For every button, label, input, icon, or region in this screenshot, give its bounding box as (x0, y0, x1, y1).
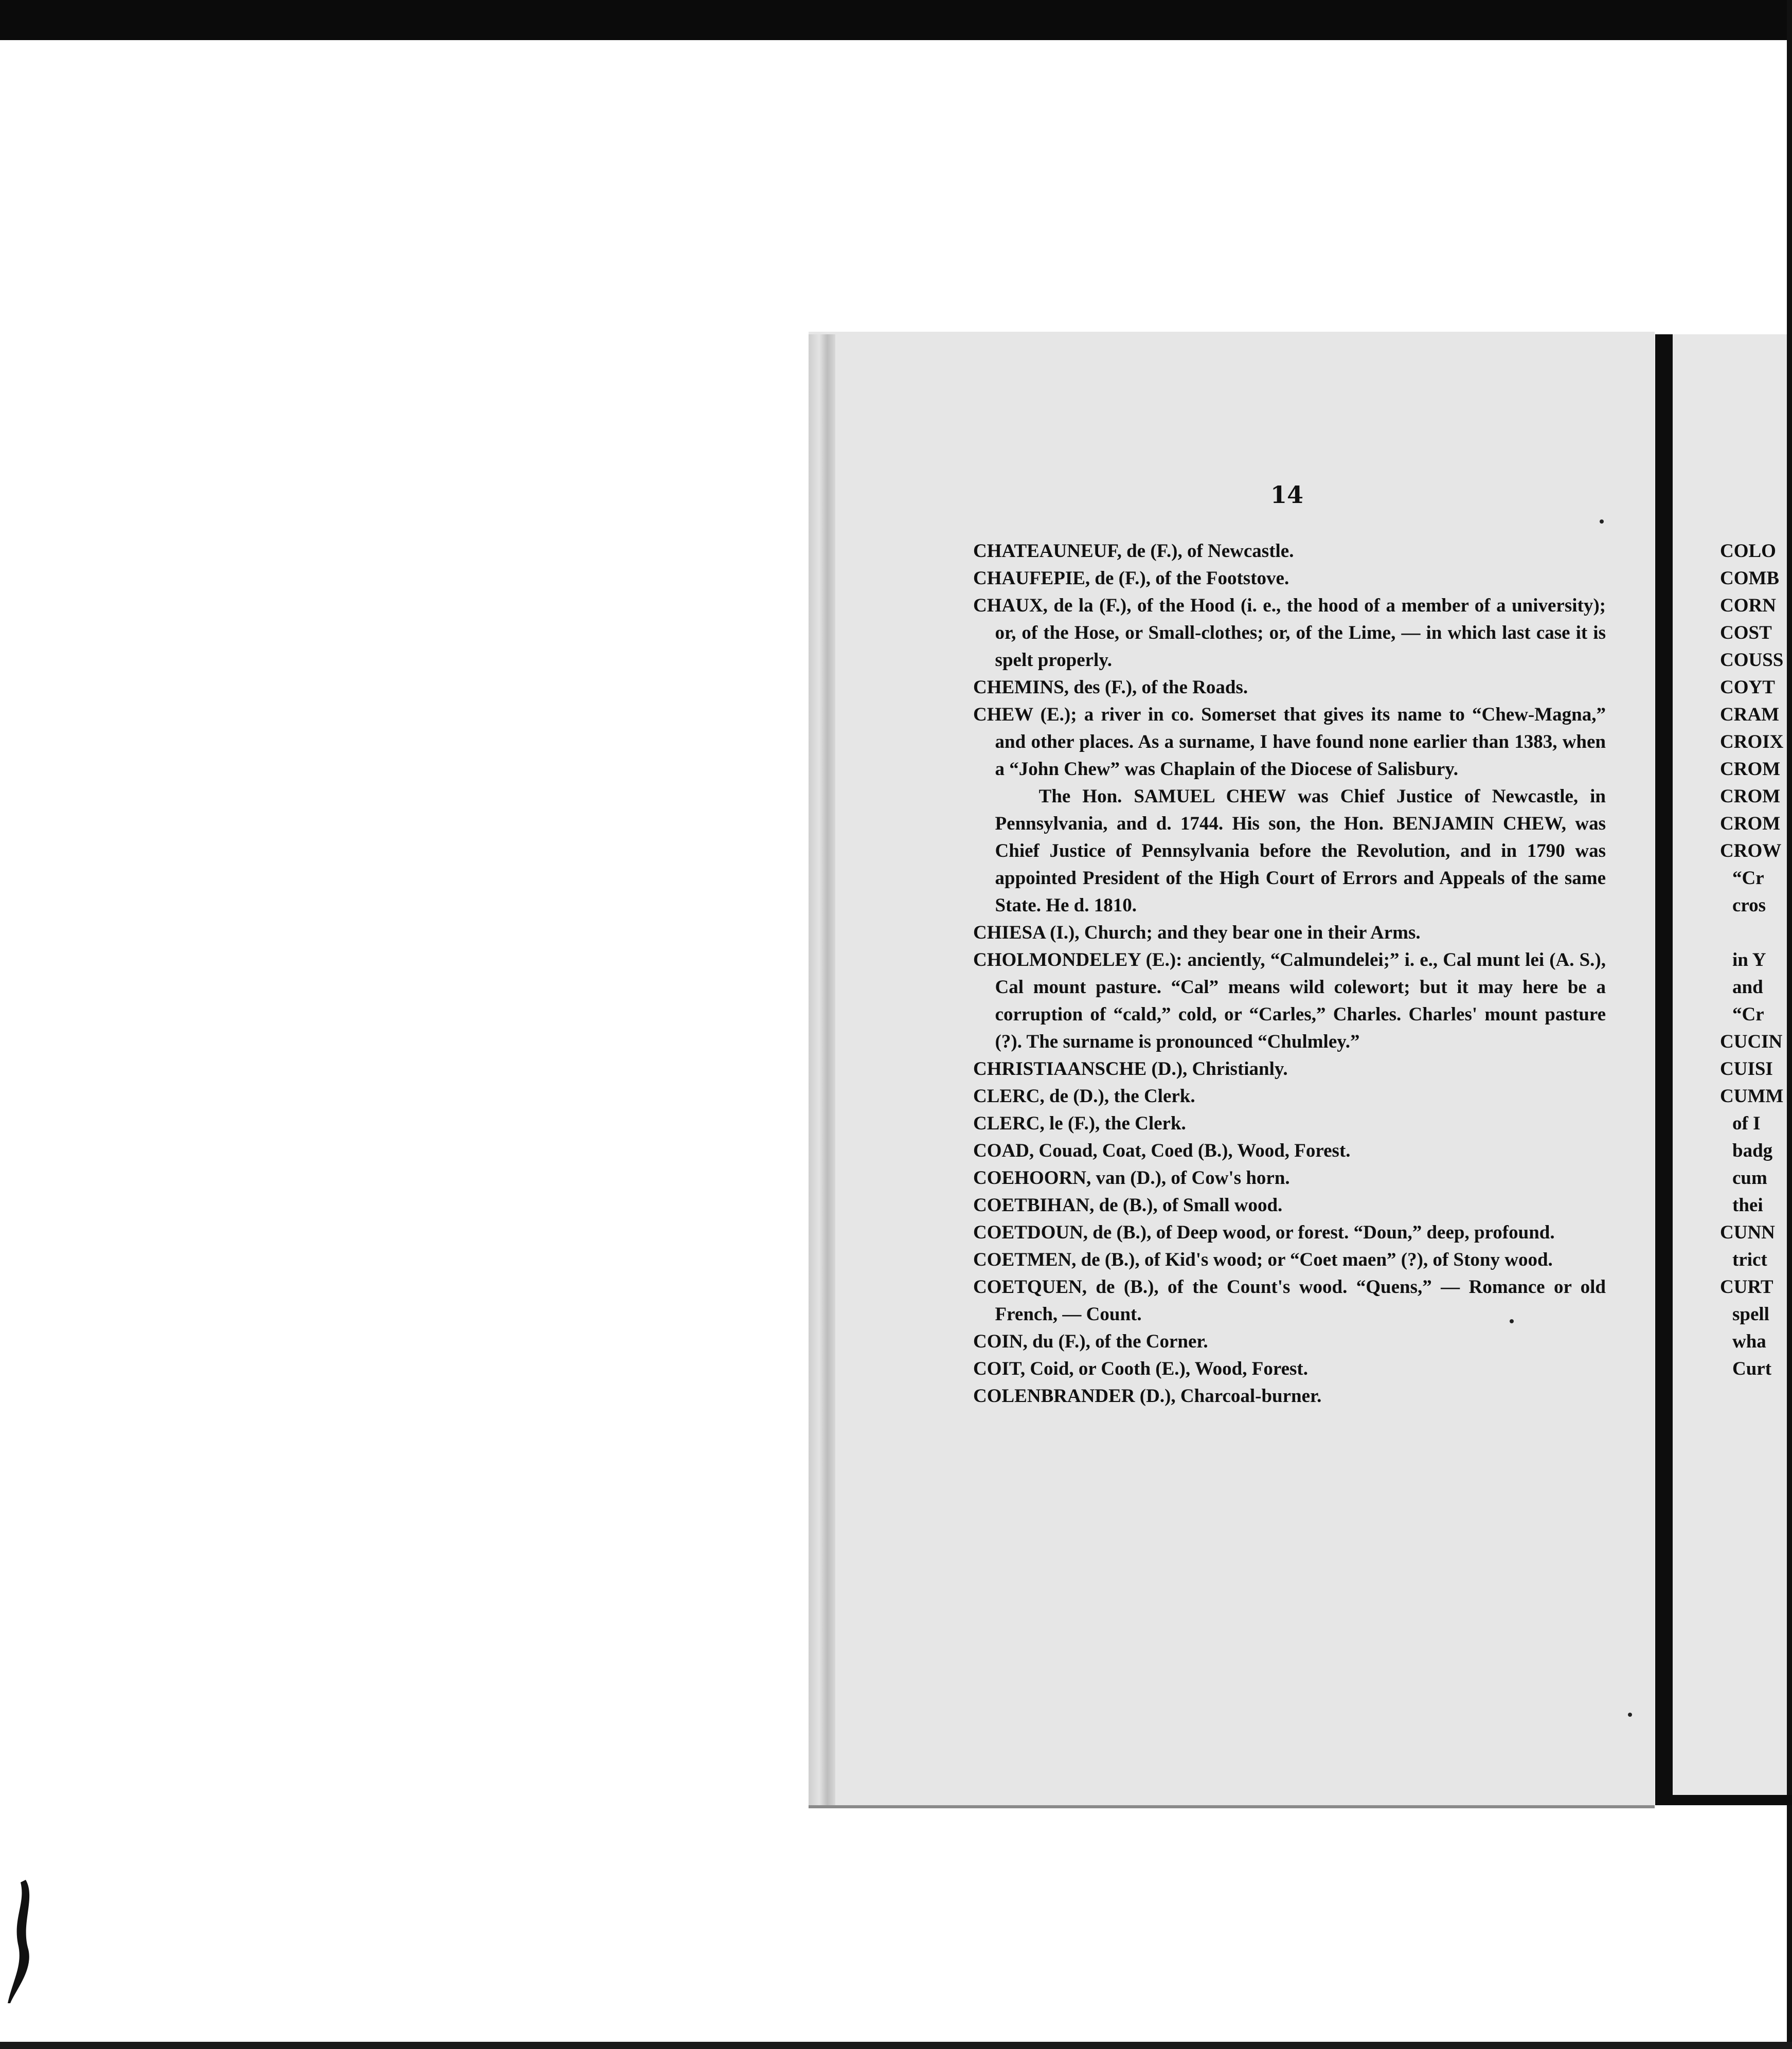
right-line: cum (1732, 1167, 1767, 1189)
right-line: of I (1732, 1113, 1761, 1134)
right-line: badg (1732, 1140, 1773, 1161)
film-edge-mark (5, 1877, 43, 2006)
right-line: CORN (1720, 595, 1776, 616)
entry-clerc-le: CLERC, le (F.), the Clerk. (973, 1113, 1186, 1134)
right-line: COYT (1720, 677, 1775, 698)
right-line: CROM (1720, 786, 1781, 807)
right-page-text (1720, 537, 1787, 1382)
dust-speck (1628, 1713, 1632, 1717)
right-line: Curt (1732, 1358, 1772, 1379)
right-line: spell (1732, 1304, 1769, 1325)
right-line: trict (1732, 1249, 1767, 1270)
entry-coehoorn: COEHOORN, van (D.), of Cow's horn. (973, 1167, 1290, 1189)
dust-speck (1510, 1319, 1514, 1323)
entry-chemins: CHEMINS, des (F.), of the Roads. (973, 677, 1248, 698)
film-top-border (0, 0, 1792, 40)
right-line: cros (1732, 895, 1766, 916)
entry-chew: CHEW (E.); a river in co. Somerset that gives its name to “Chew-Magna,” and other places. As a surname, I have found none earlier than 1383, when a “John Chew” was Chaplain of the Diocese of Salisbury. (973, 704, 1606, 780)
right-line: CUISI (1720, 1058, 1773, 1080)
entry-chiesa: CHIESA (I.), Church; and they bear one in their Arms. (973, 922, 1421, 943)
right-line: CUMM (1720, 1086, 1784, 1107)
right-line: COMB (1720, 568, 1780, 589)
entry-coin: COIN, du (F.), of the Corner. (973, 1331, 1208, 1352)
film-right-border (1787, 0, 1792, 2049)
film-bottom-border (0, 2042, 1792, 2049)
right-line: and (1732, 977, 1763, 998)
right-line: CROM (1720, 813, 1781, 834)
page-number: 14 (1270, 481, 1304, 509)
entry-coad: COAD, Couad, Coat, Coed (B.), Wood, Forest. (973, 1140, 1351, 1161)
entry-coetdoun: COETDOUN, de (B.), of Deep wood, or forest. “Doun,” deep, profound. (973, 1222, 1555, 1243)
right-line: CUNN (1720, 1222, 1775, 1243)
right-line: CURT (1720, 1277, 1773, 1298)
entry-coetquen: COETQUEN, de (B.), of the Count's wood. “Quens,” — Romance or old French, — Count. (973, 1277, 1606, 1325)
entry-coetmen: COETMEN, de (B.), of Kid's wood; or “Coet maen” (?), of Stony wood. (973, 1249, 1553, 1270)
gutter-shadow-bottom (1655, 1795, 1792, 1805)
right-line: COLO (1720, 541, 1776, 562)
entry-coetbihan: COETBIHAN, de (B.), of Small wood. (973, 1195, 1283, 1216)
entry-colenbrander: COLENBRANDER (D.), Charcoal-burner. (973, 1386, 1322, 1407)
right-line: in Y (1732, 949, 1766, 970)
left-page-text (973, 537, 1606, 1410)
entry-cholmondeley: CHOLMONDELEY (E.): anciently, “Calmundelei;” i. e., Cal munt lei (A. S.), Cal mount pasture. “Cal” means wild colewort; but it may here be a corruption of “cald,” cold, or “Carles,” Charles. Charles' mount pasture (?). The surname is pronounced “Chulmley.” (973, 949, 1606, 1052)
right-line: CROW (1720, 840, 1782, 861)
entry-christiaansche: CHRISTIAANSCHE (D.), Christianly. (973, 1058, 1288, 1080)
gutter-shadow (1655, 334, 1673, 1805)
right-line: COST (1720, 622, 1772, 643)
entry-chateauneuf: CHATEAUNEUF, de (F.), of Newcastle. (973, 541, 1294, 562)
right-line: CUCIN (1720, 1031, 1783, 1052)
right-line: CROIX (1720, 731, 1784, 752)
entry-coit: COIT, Coid, or Cooth (E.), Wood, Forest. (973, 1358, 1308, 1379)
entry-chaufepie: CHAUFEPIE, de (F.), of the Footstove. (973, 568, 1289, 589)
chew-note: The Hon. SAMUEL CHEW was Chief Justice of Newcastle, in Pennsylvania, and d. 1744. His son, the Hon. BENJAMIN CHEW, was Chief Justice of Pennsylvania before the Revolution, and in 1790 was appointed President of the High Court of Errors and Appeals of the same State. He d. 1810. (995, 786, 1606, 916)
right-line: thei (1732, 1195, 1763, 1216)
right-line (1720, 919, 1787, 946)
right-line: “Cr (1732, 1004, 1764, 1025)
entry-clerc-de: CLERC, de (D.), the Clerk. (973, 1086, 1195, 1107)
right-line: COUSS (1720, 650, 1784, 671)
dust-speck (1600, 519, 1604, 524)
entry-chaux: CHAUX, de la (F.), of the Hood (i. e., the hood of a member of a university); or, of the Hose, or Small-clothes; or, of the Lime, — in which last case it is spelt properly. (973, 595, 1606, 671)
right-line: wha (1732, 1331, 1766, 1352)
page-binding-edge (809, 334, 835, 1805)
right-line: CRAM (1720, 704, 1780, 725)
right-line: “Cr (1732, 868, 1764, 889)
right-line: CROM (1720, 759, 1781, 780)
